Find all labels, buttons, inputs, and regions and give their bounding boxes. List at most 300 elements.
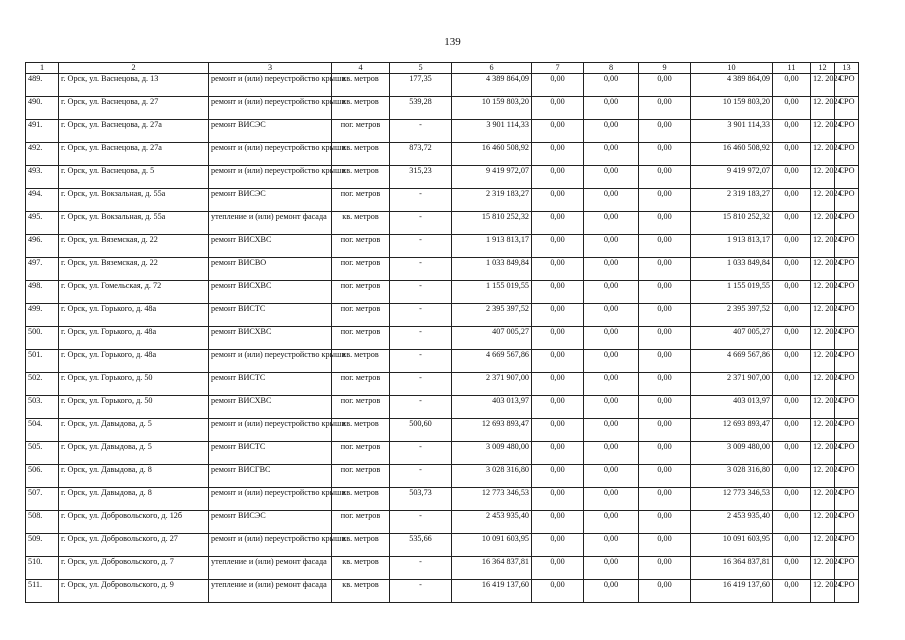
total-cost-cell: 10 091 603,95	[452, 534, 532, 557]
cost-col8-cell: 0,00	[584, 350, 639, 373]
cost-col9-cell: 0,00	[639, 488, 691, 511]
table-row	[26, 396, 859, 419]
funding-source-cell: СРО	[835, 488, 859, 511]
column-number: 12	[811, 63, 835, 74]
completion-date-cell: 12. 2024	[811, 534, 835, 557]
column-number: 4	[332, 63, 390, 74]
row-number: 504.	[26, 419, 59, 442]
cost-col10-cell: 16 364 837,81	[691, 557, 773, 580]
cost-col9-cell: 0,00	[639, 304, 691, 327]
cost-col11-cell: 0,00	[773, 166, 811, 189]
cost-col7-cell: 0,00	[532, 396, 584, 419]
cost-col8-cell: 0,00	[584, 442, 639, 465]
quantity-cell: -	[390, 442, 452, 465]
row-number: 491.	[26, 120, 59, 143]
quantity-cell: 503,73	[390, 488, 452, 511]
cost-col10-cell: 403 013,97	[691, 396, 773, 419]
row-number: 509.	[26, 534, 59, 557]
work-type-cell: ремонт и (или) переустройство крыши	[209, 143, 332, 166]
row-number: 501.	[26, 350, 59, 373]
quantity-cell: -	[390, 557, 452, 580]
column-number: 7	[532, 63, 584, 74]
cost-col10-cell: 3 901 114,33	[691, 120, 773, 143]
funding-source-cell: СРО	[835, 189, 859, 212]
row-number: 492.	[26, 143, 59, 166]
cost-col10-cell: 4 389 864,09	[691, 74, 773, 97]
cost-col10-cell: 10 091 603,95	[691, 534, 773, 557]
cost-col9-cell: 0,00	[639, 143, 691, 166]
quantity-cell: -	[390, 212, 452, 235]
funding-source-cell: СРО	[835, 120, 859, 143]
row-number: 495.	[26, 212, 59, 235]
table-row	[26, 465, 859, 488]
cost-col10-cell: 2 319 183,27	[691, 189, 773, 212]
work-type-cell: ремонт ВИСТС	[209, 373, 332, 396]
work-type-cell: ремонт ВИСВО	[209, 258, 332, 281]
cost-col9-cell: 0,00	[639, 534, 691, 557]
cost-col8-cell: 0,00	[584, 304, 639, 327]
address-cell: г. Орск, ул. Горького, д. 48а	[59, 350, 209, 373]
column-number: 8	[584, 63, 639, 74]
table-row	[26, 580, 859, 603]
cost-col7-cell: 0,00	[532, 419, 584, 442]
cost-col11-cell: 0,00	[773, 373, 811, 396]
address-cell: г. Орск, ул. Добровольского, д. 27	[59, 534, 209, 557]
cost-col11-cell: 0,00	[773, 258, 811, 281]
funding-source-cell: СРО	[835, 511, 859, 534]
unit-cell: кв. метров	[332, 212, 390, 235]
table-row	[26, 258, 859, 281]
unit-cell: пог. метров	[332, 281, 390, 304]
address-cell: г. Орск, ул. Васнецова, д. 27а	[59, 143, 209, 166]
cost-col8-cell: 0,00	[584, 74, 639, 97]
quantity-cell: -	[390, 258, 452, 281]
funding-source-cell: СРО	[835, 373, 859, 396]
cost-col8-cell: 0,00	[584, 235, 639, 258]
table-row	[26, 327, 859, 350]
address-cell: г. Орск, ул. Вяземская, д. 22	[59, 235, 209, 258]
cost-col8-cell: 0,00	[584, 281, 639, 304]
table-row	[26, 235, 859, 258]
cost-col8-cell: 0,00	[584, 511, 639, 534]
address-cell: г. Орск, ул. Давыдова, д. 5	[59, 419, 209, 442]
unit-cell: кв. метров	[332, 350, 390, 373]
unit-cell: кв. метров	[332, 419, 390, 442]
column-number: 2	[59, 63, 209, 74]
quantity-cell: -	[390, 350, 452, 373]
cost-col7-cell: 0,00	[532, 304, 584, 327]
completion-date-cell: 12. 2024	[811, 281, 835, 304]
completion-date-cell: 12. 2024	[811, 120, 835, 143]
cost-col10-cell: 16 419 137,60	[691, 580, 773, 603]
address-cell: г. Орск, ул. Добровольского, д. 12б	[59, 511, 209, 534]
work-type-cell: ремонт и (или) переустройство крыши	[209, 350, 332, 373]
cost-col7-cell: 0,00	[532, 327, 584, 350]
completion-date-cell: 12. 2024	[811, 143, 835, 166]
total-cost-cell: 407 005,27	[452, 327, 532, 350]
total-cost-cell: 4 389 864,09	[452, 74, 532, 97]
cost-col9-cell: 0,00	[639, 442, 691, 465]
cost-col10-cell: 10 159 803,20	[691, 97, 773, 120]
cost-col10-cell: 12 773 346,53	[691, 488, 773, 511]
work-type-cell: ремонт и (или) переустройство крыши	[209, 97, 332, 120]
completion-date-cell: 12. 2024	[811, 212, 835, 235]
completion-date-cell: 12. 2024	[811, 442, 835, 465]
cost-col8-cell: 0,00	[584, 580, 639, 603]
table-row	[26, 442, 859, 465]
cost-col10-cell: 1 913 813,17	[691, 235, 773, 258]
work-type-cell: ремонт ВИСГВС	[209, 465, 332, 488]
funding-source-cell: СРО	[835, 350, 859, 373]
completion-date-cell: 12. 2024	[811, 511, 835, 534]
completion-date-cell: 12. 2024	[811, 350, 835, 373]
cost-col9-cell: 0,00	[639, 465, 691, 488]
row-number: 507.	[26, 488, 59, 511]
table-row	[26, 74, 859, 97]
funding-source-cell: СРО	[835, 143, 859, 166]
cost-col10-cell: 1 033 849,84	[691, 258, 773, 281]
row-number: 489.	[26, 74, 59, 97]
address-cell: г. Орск, ул. Горького, д. 50	[59, 373, 209, 396]
cost-col8-cell: 0,00	[584, 396, 639, 419]
funding-source-cell: СРО	[835, 442, 859, 465]
row-number: 502.	[26, 373, 59, 396]
work-type-cell: утепление и (или) ремонт фасада	[209, 557, 332, 580]
cost-col7-cell: 0,00	[532, 534, 584, 557]
quantity-cell: -	[390, 235, 452, 258]
unit-cell: пог. метров	[332, 258, 390, 281]
completion-date-cell: 12. 2024	[811, 373, 835, 396]
cost-col7-cell: 0,00	[532, 166, 584, 189]
work-type-cell: ремонт и (или) переустройство крыши	[209, 488, 332, 511]
cost-col11-cell: 0,00	[773, 235, 811, 258]
table-row	[26, 511, 859, 534]
completion-date-cell: 12. 2024	[811, 488, 835, 511]
cost-col8-cell: 0,00	[584, 120, 639, 143]
cost-col9-cell: 0,00	[639, 281, 691, 304]
total-cost-cell: 2 395 397,52	[452, 304, 532, 327]
unit-cell: кв. метров	[332, 488, 390, 511]
address-cell: г. Орск, ул. Горького, д. 50	[59, 396, 209, 419]
completion-date-cell: 12. 2024	[811, 465, 835, 488]
cost-col10-cell: 15 810 252,32	[691, 212, 773, 235]
row-number: 497.	[26, 258, 59, 281]
cost-col8-cell: 0,00	[584, 189, 639, 212]
cost-col7-cell: 0,00	[532, 511, 584, 534]
table-row	[26, 419, 859, 442]
total-cost-cell: 10 159 803,20	[452, 97, 532, 120]
cost-col8-cell: 0,00	[584, 557, 639, 580]
cost-col9-cell: 0,00	[639, 350, 691, 373]
completion-date-cell: 12. 2024	[811, 580, 835, 603]
cost-col11-cell: 0,00	[773, 281, 811, 304]
row-number: 511.	[26, 580, 59, 603]
cost-col8-cell: 0,00	[584, 534, 639, 557]
cost-col10-cell: 1 155 019,55	[691, 281, 773, 304]
quantity-cell: -	[390, 281, 452, 304]
address-cell: г. Орск, ул. Вяземская, д. 22	[59, 258, 209, 281]
work-type-cell: ремонт ВИСЭС	[209, 189, 332, 212]
funding-source-cell: СРО	[835, 166, 859, 189]
total-cost-cell: 1 033 849,84	[452, 258, 532, 281]
total-cost-cell: 16 364 837,81	[452, 557, 532, 580]
column-number: 6	[452, 63, 532, 74]
cost-col11-cell: 0,00	[773, 442, 811, 465]
quantity-cell: -	[390, 373, 452, 396]
total-cost-cell: 2 319 183,27	[452, 189, 532, 212]
cost-col7-cell: 0,00	[532, 212, 584, 235]
funding-source-cell: СРО	[835, 212, 859, 235]
table-row	[26, 304, 859, 327]
total-cost-cell: 1 155 019,55	[452, 281, 532, 304]
work-type-cell: утепление и (или) ремонт фасада	[209, 580, 332, 603]
total-cost-cell: 2 453 935,40	[452, 511, 532, 534]
unit-cell: пог. метров	[332, 304, 390, 327]
cost-col10-cell: 16 460 508,92	[691, 143, 773, 166]
quantity-cell: -	[390, 120, 452, 143]
quantity-cell: -	[390, 327, 452, 350]
row-number: 498.	[26, 281, 59, 304]
cost-col9-cell: 0,00	[639, 120, 691, 143]
completion-date-cell: 12. 2024	[811, 166, 835, 189]
cost-col9-cell: 0,00	[639, 166, 691, 189]
completion-date-cell: 12. 2024	[811, 258, 835, 281]
unit-cell: кв. метров	[332, 557, 390, 580]
cost-col7-cell: 0,00	[532, 442, 584, 465]
total-cost-cell: 2 371 907,00	[452, 373, 532, 396]
unit-cell: пог. метров	[332, 120, 390, 143]
funding-source-cell: СРО	[835, 465, 859, 488]
column-number: 3	[209, 63, 332, 74]
cost-col11-cell: 0,00	[773, 304, 811, 327]
completion-date-cell: 12. 2024	[811, 97, 835, 120]
address-cell: г. Орск, ул. Васнецова, д. 27а	[59, 120, 209, 143]
cost-col11-cell: 0,00	[773, 396, 811, 419]
cost-col9-cell: 0,00	[639, 419, 691, 442]
cost-col8-cell: 0,00	[584, 97, 639, 120]
completion-date-cell: 12. 2024	[811, 304, 835, 327]
cost-col10-cell: 4 669 567,86	[691, 350, 773, 373]
unit-cell: пог. метров	[332, 189, 390, 212]
cost-col7-cell: 0,00	[532, 143, 584, 166]
table-row	[26, 350, 859, 373]
address-cell: г. Орск, ул. Вокзальная, д. 55а	[59, 189, 209, 212]
address-cell: г. Орск, ул. Добровольского, д. 7	[59, 557, 209, 580]
cost-col9-cell: 0,00	[639, 396, 691, 419]
cost-col9-cell: 0,00	[639, 373, 691, 396]
total-cost-cell: 12 773 346,53	[452, 488, 532, 511]
cost-col11-cell: 0,00	[773, 580, 811, 603]
cost-col7-cell: 0,00	[532, 189, 584, 212]
unit-cell: кв. метров	[332, 534, 390, 557]
cost-col11-cell: 0,00	[773, 488, 811, 511]
column-number: 5	[390, 63, 452, 74]
unit-cell: пог. метров	[332, 327, 390, 350]
funding-source-cell: СРО	[835, 304, 859, 327]
row-number: 493.	[26, 166, 59, 189]
work-type-cell: ремонт ВИСЭС	[209, 120, 332, 143]
quantity-cell: -	[390, 396, 452, 419]
row-number: 494.	[26, 189, 59, 212]
work-type-cell: ремонт и (или) переустройство крыши	[209, 166, 332, 189]
address-cell: г. Орск, ул. Вокзальная, д. 55а	[59, 212, 209, 235]
unit-cell: пог. метров	[332, 235, 390, 258]
total-cost-cell: 12 693 893,47	[452, 419, 532, 442]
funding-source-cell: СРО	[835, 557, 859, 580]
column-number: 11	[773, 63, 811, 74]
cost-col11-cell: 0,00	[773, 143, 811, 166]
row-number: 503.	[26, 396, 59, 419]
unit-cell: пог. метров	[332, 465, 390, 488]
unit-cell: кв. метров	[332, 143, 390, 166]
funding-source-cell: СРО	[835, 74, 859, 97]
cost-col7-cell: 0,00	[532, 488, 584, 511]
cost-col10-cell: 407 005,27	[691, 327, 773, 350]
cost-col10-cell: 12 693 893,47	[691, 419, 773, 442]
work-type-cell: ремонт ВИСЭС	[209, 511, 332, 534]
total-cost-cell: 3 901 114,33	[452, 120, 532, 143]
cost-col11-cell: 0,00	[773, 212, 811, 235]
completion-date-cell: 12. 2024	[811, 235, 835, 258]
cost-col9-cell: 0,00	[639, 212, 691, 235]
cost-col8-cell: 0,00	[584, 166, 639, 189]
cost-col9-cell: 0,00	[639, 580, 691, 603]
cost-col11-cell: 0,00	[773, 189, 811, 212]
cost-col8-cell: 0,00	[584, 258, 639, 281]
completion-date-cell: 12. 2024	[811, 189, 835, 212]
cost-col10-cell: 2 453 935,40	[691, 511, 773, 534]
cost-col10-cell: 3 028 316,80	[691, 465, 773, 488]
quantity-cell: 539,28	[390, 97, 452, 120]
row-number: 496.	[26, 235, 59, 258]
cost-col10-cell: 9 419 972,07	[691, 166, 773, 189]
funding-source-cell: СРО	[835, 534, 859, 557]
column-number-row	[26, 63, 859, 74]
unit-cell: пог. метров	[332, 511, 390, 534]
column-number: 9	[639, 63, 691, 74]
address-cell: г. Орск, ул. Давыдова, д. 8	[59, 488, 209, 511]
cost-col7-cell: 0,00	[532, 97, 584, 120]
cost-col11-cell: 0,00	[773, 419, 811, 442]
cost-col8-cell: 0,00	[584, 373, 639, 396]
cost-col9-cell: 0,00	[639, 97, 691, 120]
funding-source-cell: СРО	[835, 235, 859, 258]
total-cost-cell: 1 913 813,17	[452, 235, 532, 258]
cost-col8-cell: 0,00	[584, 212, 639, 235]
column-number: 10	[691, 63, 773, 74]
completion-date-cell: 12. 2024	[811, 74, 835, 97]
cost-col9-cell: 0,00	[639, 74, 691, 97]
total-cost-cell: 15 810 252,32	[452, 212, 532, 235]
cost-col11-cell: 0,00	[773, 465, 811, 488]
cost-col8-cell: 0,00	[584, 327, 639, 350]
funding-source-cell: СРО	[835, 281, 859, 304]
quantity-cell: -	[390, 511, 452, 534]
row-number: 505.	[26, 442, 59, 465]
work-type-cell: ремонт и (или) переустройство крыши	[209, 534, 332, 557]
table-row	[26, 97, 859, 120]
cost-col7-cell: 0,00	[532, 580, 584, 603]
cost-col7-cell: 0,00	[532, 350, 584, 373]
work-type-cell: утепление и (или) ремонт фасада	[209, 212, 332, 235]
cost-col11-cell: 0,00	[773, 557, 811, 580]
total-cost-cell: 4 669 567,86	[452, 350, 532, 373]
cost-col9-cell: 0,00	[639, 511, 691, 534]
cost-col7-cell: 0,00	[532, 120, 584, 143]
cost-col11-cell: 0,00	[773, 97, 811, 120]
cost-col7-cell: 0,00	[532, 281, 584, 304]
cost-col11-cell: 0,00	[773, 120, 811, 143]
table-row	[26, 212, 859, 235]
row-number: 510.	[26, 557, 59, 580]
funding-source-cell: СРО	[835, 258, 859, 281]
unit-cell: пог. метров	[332, 442, 390, 465]
cost-col8-cell: 0,00	[584, 419, 639, 442]
row-number: 506.	[26, 465, 59, 488]
table-row	[26, 373, 859, 396]
address-cell: г. Орск, ул. Давыдова, д. 5	[59, 442, 209, 465]
quantity-cell: 535,66	[390, 534, 452, 557]
work-type-cell: ремонт ВИСТС	[209, 304, 332, 327]
unit-cell: пог. метров	[332, 396, 390, 419]
address-cell: г. Орск, ул. Васнецова, д. 27	[59, 97, 209, 120]
cost-col9-cell: 0,00	[639, 189, 691, 212]
total-cost-cell: 16 460 508,92	[452, 143, 532, 166]
cost-col11-cell: 0,00	[773, 511, 811, 534]
unit-cell: кв. метров	[332, 580, 390, 603]
cost-col11-cell: 0,00	[773, 534, 811, 557]
work-type-cell: ремонт ВИСХВС	[209, 327, 332, 350]
address-cell: г. Орск, ул. Васнецова, д. 5	[59, 166, 209, 189]
total-cost-cell: 16 419 137,60	[452, 580, 532, 603]
quantity-cell: -	[390, 189, 452, 212]
funding-source-cell: СРО	[835, 396, 859, 419]
cost-col7-cell: 0,00	[532, 74, 584, 97]
quantity-cell: 873,72	[390, 143, 452, 166]
address-cell: г. Орск, ул. Васнецова, д. 13	[59, 74, 209, 97]
row-number: 490.	[26, 97, 59, 120]
total-cost-cell: 3 009 480,00	[452, 442, 532, 465]
cost-col9-cell: 0,00	[639, 235, 691, 258]
completion-date-cell: 12. 2024	[811, 419, 835, 442]
quantity-cell: -	[390, 580, 452, 603]
work-type-cell: ремонт ВИСТС	[209, 442, 332, 465]
cost-col7-cell: 0,00	[532, 373, 584, 396]
page-number: 139	[444, 36, 461, 48]
cost-col10-cell: 2 395 397,52	[691, 304, 773, 327]
cost-col9-cell: 0,00	[639, 258, 691, 281]
quantity-cell: -	[390, 304, 452, 327]
address-cell: г. Орск, ул. Горького, д. 48а	[59, 327, 209, 350]
cost-col11-cell: 0,00	[773, 350, 811, 373]
work-type-cell: ремонт и (или) переустройство крыши	[209, 74, 332, 97]
row-number: 508.	[26, 511, 59, 534]
table-row	[26, 143, 859, 166]
address-cell: г. Орск, ул. Гомельская, д. 72	[59, 281, 209, 304]
table-row	[26, 189, 859, 212]
work-type-cell: ремонт ВИСХВС	[209, 396, 332, 419]
address-cell: г. Орск, ул. Давыдова, д. 8	[59, 465, 209, 488]
column-number: 13	[835, 63, 859, 74]
total-cost-cell: 403 013,97	[452, 396, 532, 419]
cost-col8-cell: 0,00	[584, 488, 639, 511]
cost-col9-cell: 0,00	[639, 327, 691, 350]
quantity-cell: 315,23	[390, 166, 452, 189]
work-type-cell: ремонт ВИСХВС	[209, 235, 332, 258]
table-row	[26, 488, 859, 511]
total-cost-cell: 3 028 316,80	[452, 465, 532, 488]
table-row	[26, 166, 859, 189]
